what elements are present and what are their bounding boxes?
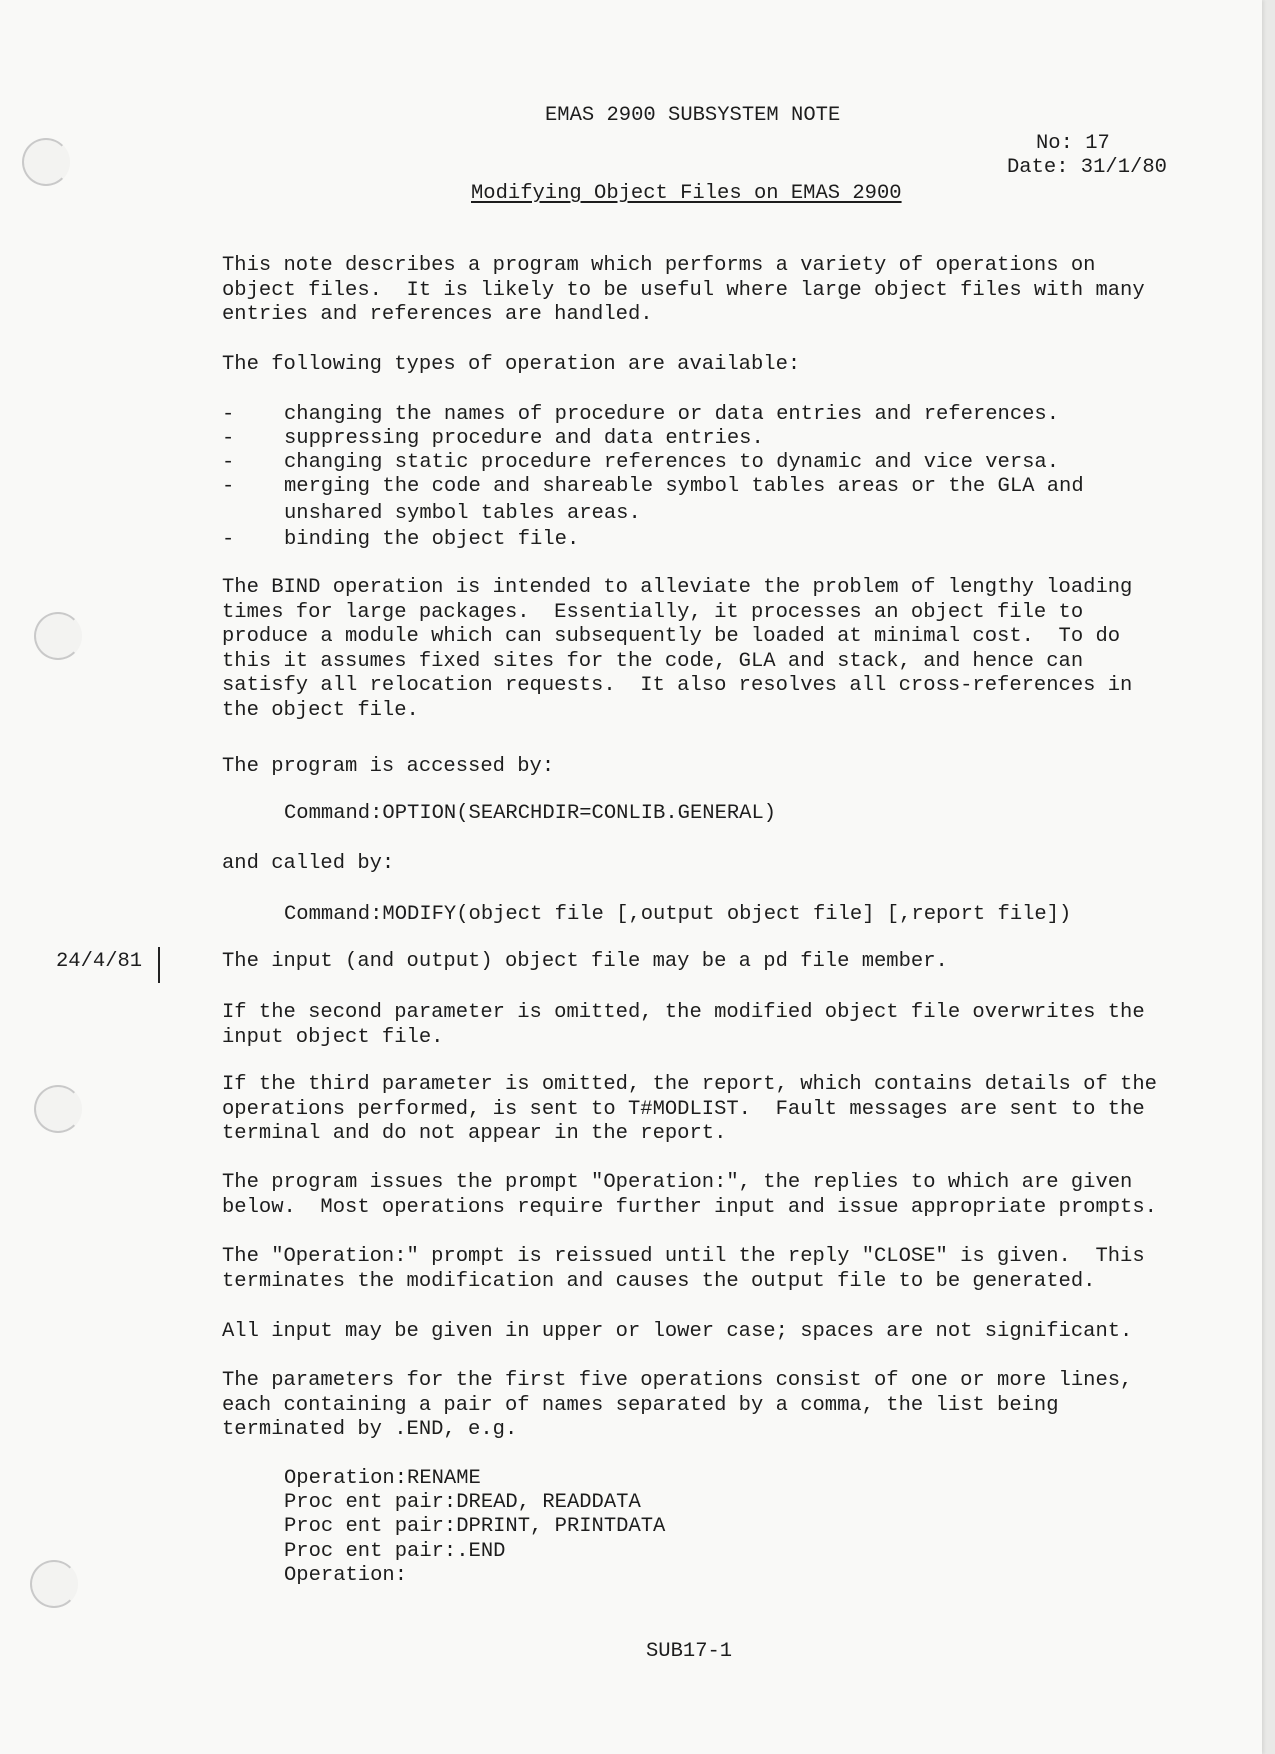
case-paragraph: All input may be given in upper or lower case; spaces are not significant. — [222, 1320, 1133, 1343]
third-param-line: terminal and do not appear in the report. — [222, 1122, 727, 1145]
intro-line: This note describes a program which performs a variety of operations on — [222, 254, 1096, 277]
bind-paragraph-line: the object file. — [222, 699, 419, 722]
params-paragraph-line: each containing a pair of names separated by a comma, the list being — [222, 1394, 1059, 1417]
bind-paragraph-line: this it assumes fixed sites for the code, GLA and stack, and hence can — [222, 650, 1084, 673]
note-subject: Modifying Object Files on EMAS 2900 — [471, 182, 902, 205]
bind-paragraph-line: produce a module which can subsequently be loaded at minimal cost. To do — [222, 625, 1121, 648]
second-param-line: If the second parameter is omitted, the modified object file overwrites the — [222, 1001, 1145, 1024]
prompt-paragraph-line: below. Most operations require further input and issue appropriate prompts. — [222, 1196, 1157, 1219]
reissue-paragraph-line: terminates the modification and causes the output file to be generated. — [222, 1270, 1096, 1293]
bullet-continuation: unshared symbol tables areas. — [284, 502, 641, 525]
params-paragraph-line: The parameters for the first five operations consist of one or more lines, — [222, 1369, 1133, 1392]
called-by-text: and called by: — [222, 852, 395, 875]
example-line: Operation:RENAME — [284, 1467, 481, 1490]
intro-line: entries and references are handled. — [222, 303, 653, 326]
bullet-item: - binding the object file. — [222, 528, 580, 551]
punch-hole — [22, 138, 70, 186]
bind-paragraph-line: The BIND operation is intended to alleviate the problem of lengthy loading — [222, 576, 1133, 599]
punch-hole — [30, 1560, 78, 1608]
note-number: No: 17 — [1036, 132, 1110, 155]
punch-hole — [34, 1085, 82, 1133]
params-paragraph-line: terminated by .END, e.g. — [222, 1418, 518, 1441]
bullet-item: - changing the names of procedure or data entries and references. — [222, 403, 1060, 426]
note-date: Date: 31/1/80 — [1007, 156, 1167, 179]
example-line: Proc ent pair:DREAD, READDATA — [284, 1491, 641, 1514]
operations-intro: The following types of operation are available: — [222, 353, 801, 376]
bind-paragraph-line: satisfy all relocation requests. It also resolves all cross-references in — [222, 674, 1133, 697]
second-param-line: input object file. — [222, 1026, 444, 1049]
example-line: Proc ent pair:.END — [284, 1540, 506, 1563]
bullet-item: - suppressing procedure and data entries. — [222, 427, 764, 450]
page-footer: SUB17-1 — [646, 1640, 733, 1663]
pd-note: The input (and output) object file may be a pd file member. — [222, 950, 948, 973]
third-param-line: If the third parameter is omitted, the report, which contains details of the — [222, 1073, 1157, 1096]
intro-line: object files. It is likely to be useful where large object files with many — [222, 279, 1145, 302]
document-title: EMAS 2900 SUBSYSTEM NOTE — [545, 104, 841, 127]
access-command: Command:OPTION(SEARCHDIR=CONLIB.GENERAL) — [284, 802, 777, 825]
revision-bar — [158, 947, 160, 983]
prompt-paragraph-line: The program issues the prompt "Operation:", the replies to which are given — [222, 1171, 1133, 1194]
call-command: Command:MODIFY(object file [,output object file] [,report file]) — [284, 903, 1072, 926]
revision-date: 24/4/81 — [56, 950, 143, 973]
accessed-by-text: The program is accessed by: — [222, 755, 555, 778]
bullet-item: - changing static procedure references to dynamic and vice versa. — [222, 451, 1060, 474]
example-line: Proc ent pair:DPRINT, PRINTDATA — [284, 1515, 666, 1538]
third-param-line: operations performed, is sent to T#MODLIST. Fault messages are sent to the — [222, 1098, 1145, 1121]
reissue-paragraph-line: The "Operation:" prompt is reissued until the reply "CLOSE" is given. This — [222, 1245, 1145, 1268]
punch-hole — [34, 612, 82, 660]
bind-paragraph-line: times for large packages. Essentially, it processes an object file to — [222, 601, 1084, 624]
bullet-item: - merging the code and shareable symbol tables areas or the GLA and — [222, 475, 1084, 498]
example-line: Operation: — [284, 1564, 408, 1587]
